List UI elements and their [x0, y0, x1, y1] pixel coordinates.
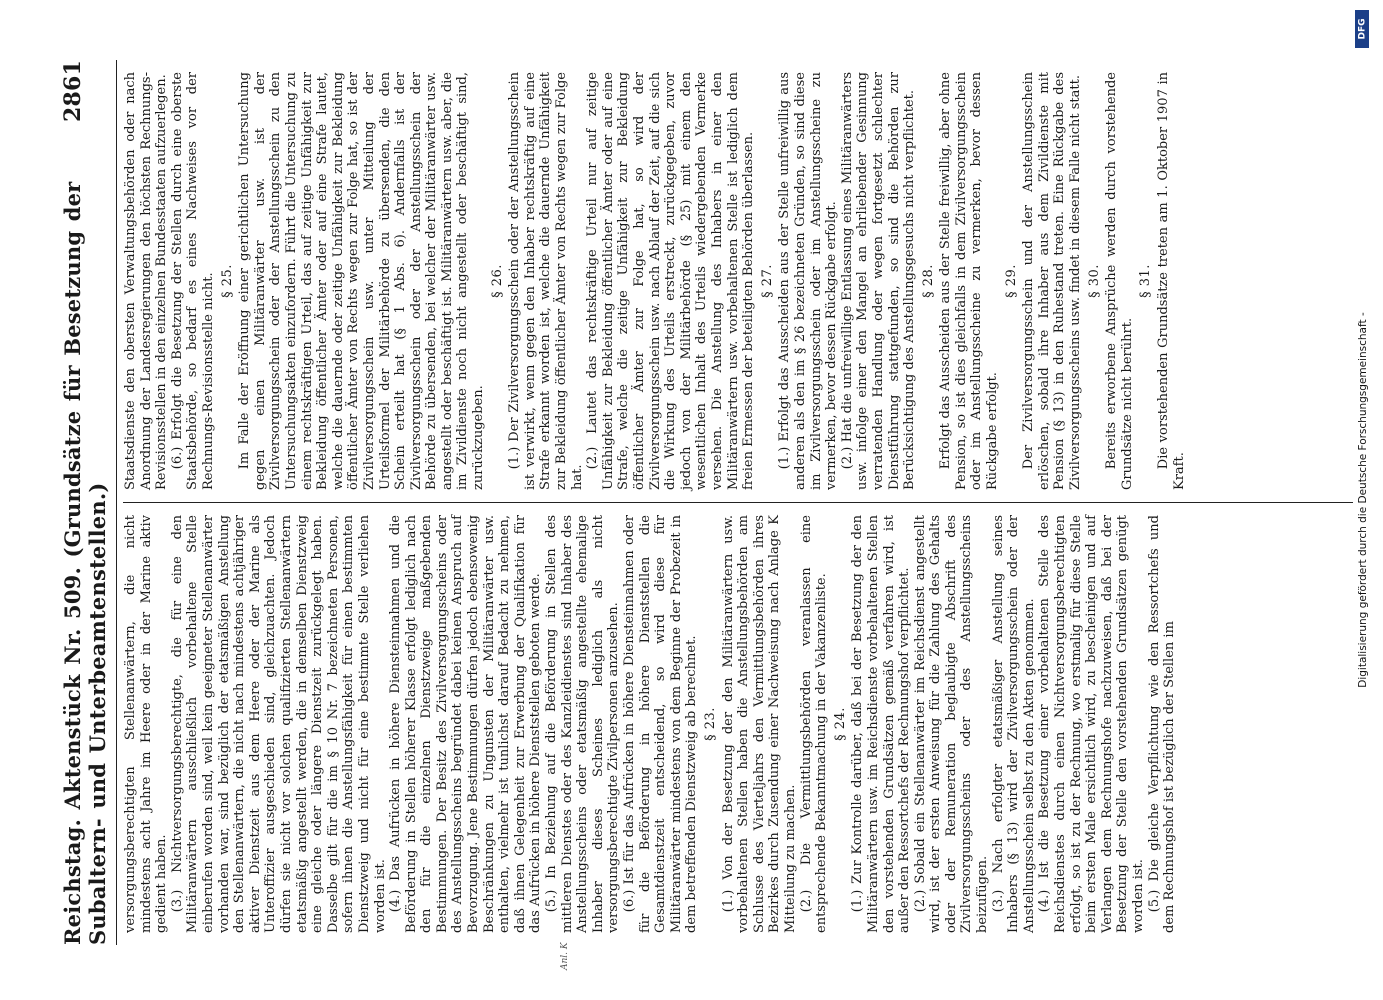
- paragraph: (1.) Erfolgt das Ausscheiden aus der Stelle unfreiwillig aus anderen als den im § 26 bezeichneten Gründen, so sind diese im Zivilversorgungsschein oder im Anstellungsscheine zu vermerken, bevor dessen Rückgabe erfolgt.: [777, 72, 840, 490]
- paragraph: (2.) Sobald ein Stellenanwärter im Reichsdienst angestellt wird, ist der ersten Anweisung für die Zahlung des Gehalts oder der Remuneration beglaubigte Abschrift des Zivilversorgungsscheins oder des Anstellungsscheins beizufügen.: [912, 515, 991, 933]
- text-column-right: [123, 60, 1353, 503]
- page-number: 2861: [60, 60, 86, 123]
- text-column-left: [123, 503, 1353, 945]
- margin-annotation: Anl. K: [560, 942, 570, 970]
- paragraph: (6.) Ist für das Aufrücken in höhere Diensteinnahmen oder für die Beförderung in höhere Dienststellen die Gesamtdienstzeit entscheidend, so wird diese für Militäranwärter mindestens von dem Beginne der Probezeit in dem betreffenden Dienstzweig ab berechnet.: [622, 515, 700, 933]
- section-heading: § 27.: [759, 264, 775, 298]
- paragraph: (1.) Zur Kontrolle darüber, daß bei der Besetzung der den Militäranwärtern usw. im Reichsdienste vorbehaltenen Stellen den vorstehenden Grundsätzen gemäß verfahren wird, ist außer den Ressortchefs der Rechnungshof verpflichtet.: [850, 515, 913, 933]
- paragraph: (4.) Das Aufrücken in höhere Diensteinnahmen und die Beförderung in Stellen höherer Klasse erfolgt lediglich nach den für die einzelnen Dienstzweige maßgebenden Bestimmungen. Der Besitz des Zivilversorgungsscheins oder des Anstellungsscheins begründet dabei keinen Anspruch auf Bevorzugung. Jene Bestimmungen dürfen jedoch ebensowenig Beschränkungen zu Ungunsten der Militäranwärter usw. enthalten, vielmehr ist tunlichst darauf Bedacht zu nehmen, daß ihnen Gelegenheit zur Erwerbung der Qualifikation für das Aufrücken in höhere Dienststellen geboten werde.: [388, 515, 544, 933]
- paragraph: (5.) In Beziehung auf die Beförderung in Stellen des mittleren Dienstes oder des Kanzleidienstes sind Inhaber des Anstellungsscheins oder etatsmäßig angestellte ehemalige Inhaber dieses Scheines lediglich als nicht versorgungsberechtigte Zivilpersonen anzusehen.: [544, 515, 622, 933]
- digitization-credit-text: Digitalisierung gefördert durch die Deutsche Forschungsgemeinschaft -: [1357, 312, 1369, 688]
- paragraph: versorgungsberechtigten Stellenanwärtern, die nicht mindestens acht Jahre im Heere oder in der Marine aktiv gedient haben.: [123, 515, 170, 933]
- digitization-credit: [1353, 10, 1373, 990]
- section-heading: § 31.: [1138, 264, 1154, 298]
- paragraph: Die vorstehenden Grundsätze treten am 1. Oktober 1907 in Kraft.: [1156, 72, 1187, 490]
- section-heading: § 30.: [1086, 264, 1102, 298]
- section-heading: § 28.: [920, 264, 936, 298]
- paragraph: (4.) Ist die Besetzung einer vorbehaltenen Stelle des Reichsdienstes durch einen Nichtversorgungsberechtigten erfolgt, so ist zu der Rechnung, wo erstmalig für diese Stelle beim ersten Male ersichtlich wird, zu bescheinigen und auf Verlangen dem Rechnungshofe nachzuweisen, daß bei der Besetzung der Stelle den vorstehenden Grundsätzen genügt worden ist.: [1037, 515, 1146, 933]
- paragraph: (2.) Lautet das rechtskräftige Urteil nur auf zeitige Unfähigkeit zur Bekleidung öffentlicher Ämter oder auf eine Strafe, welche die zeitige Unfähigkeit zur Bekleidung öffentlicher Ämter zur Folge hat, so wird der Zivilversorgungsschein usw. nach Ablauf der Zeit, auf die sich die Wirkung des Urteils erstreckt, zurückgegeben, zuvor jedoch von der Militärbehörde (§ 25) mit einem den wesentlichen Inhalt des Urteils wiedergebenden Vermerke versehen. Die Anstellung des Inhabers in einer den Militäranwärtern usw. vorbehaltenen Stelle ist lediglich dem freien Ermessen der beteiligten Behörden überlassen.: [585, 72, 757, 490]
- text-columns: [123, 60, 1353, 945]
- section-heading: § 29.: [1003, 264, 1019, 298]
- section-heading: § 23.: [702, 707, 718, 741]
- paragraph: Im Falle der Eröffnung einer gerichtlichen Untersuchung gegen einen Militäranwärter usw. ist der Zivilversorgungsschein oder der Anstellungsschein zu den Untersuchungsakten einzufordern. Führt die Untersuchung zu einem rechtskräftigen Urteil, das auf zeitige Unfähigkeit zur Bekleidung öffentlicher Ämter oder auf eine Strafe lautet, welche die dauernde oder zeitige Unfähigkeit zur Bekleidung öffentlicher Ämter von Rechts wegen zur Folge hat, so ist der Zivilversorgungsschein usw. unter Mitteilung der Urteilsformel der Militärbehörde zu übersenden, die den Schein erteilt hat (§ 1 Abs. 6). Andernfalls ist der Zivilversorgungsschein oder der Anstellungsschein der Behörde zu übersenden, bei welcher der Militäranwärter usw. angestellt oder beschäftigt ist. Militäranwärtern usw. aber, die im Zivildienste noch nicht angestellt oder beschäftigt sind, zurückzugeben.: [237, 72, 487, 490]
- section-heading: § 25.: [219, 264, 235, 298]
- page-header: [60, 60, 117, 945]
- paragraph: (1.) Der Zivilversorgungsschein oder der Anstellungsschein ist verwirkt, wenn gegen den Inhaber rechtskräftig auf eine Strafe erkannt worden ist, welche die dauernde Unfähigkeit zur Bekleidung öffentlicher Ämter von Rechts wegen zur Folge hat.: [507, 72, 585, 490]
- document-title: Reichstag. Aktenstück Nr. 509. (Grundsätze für Besetzung der Subaltern- und Unterbeamtenstellen.): [60, 181, 110, 945]
- paragraph: (3.) Nichtversorgungsberechtigte, die für eine den Militäranwärtern ausschließlich vorbehaltene Stelle einberufen worden sind, weil kein geeigneter Stellenanwärter vorhanden war, sind bezüglich der etatsmäßigen Anstellung den Stellenanwärtern, die nicht nach mindestens achtjähriger aktiver Dienstzeit aus dem Heere oder der Marine als Unteroffizier ausgeschieden sind, gleichzuachten. Jedoch dürfen sie nicht vor solchen qualifizierten Stellenanwärtern etatsmäßig angestellt werden, die in demselben Dienstzweig eine gleiche oder längere Dienstzeit zurückgelegt haben. Dasselbe gilt für die im § 10 Nr. 7 bezeichneten Personen, sofern ihnen die Anstellungsfähigkeit für einen bestimmten Dienstzweig und nicht für eine bestimmte Stelle verliehen worden ist.: [169, 515, 388, 933]
- paragraph: (2.) Die Vermittlungsbehörden veranlassen eine entsprechende Bekanntmachung in der Vakanzenliste.: [798, 515, 830, 933]
- dfg-logo-text: DFG: [1357, 18, 1368, 40]
- paragraph: Bereits erworbene Ansprüche werden durch vorstehende Grundsätze nicht berührt.: [1104, 72, 1135, 490]
- paragraph: Der Zivilversorgungsschein und der Anstellungsschein erlöschen, sobald ihre Inhaber aus dem Zivildienste mit Pension (§ 13) in den Ruhestand treten. Eine Rückgabe des Zivilversorgungsscheins usw. findet in diesem Falle nicht statt.: [1021, 72, 1084, 490]
- section-heading: § 24.: [832, 707, 848, 741]
- paragraph: Staatsdienste den obersten Verwaltungsbehörden oder nach Anordnung der Landesregierungen den höchsten Rechnungs-Revisionsstellen in den einzelnen Bundesstaaten aufzuerlegen.: [123, 72, 170, 490]
- dfg-logo-icon: [1355, 10, 1369, 48]
- paragraph: (2.) Hat die unfreiwillige Entlassung eines Militäranwärters usw. infolge einer den Mangel an ehrliebender Gesinnung verratenden Handlung oder wegen fortgesetzt schlechter Dienstführung stattgefunden, so sind die Behörden zur Berücksichtigung des Anstellungsgesuchs nicht verpflichtet.: [839, 72, 918, 490]
- paragraph: Erfolgt das Ausscheiden aus der Stelle freiwillig, aber ohne Pension, so ist dies gleichfalls in dem Zivilversorgungsschein oder im Anstellungsscheine zu vermerken, bevor dessen Rückgabe erfolgt.: [938, 72, 1001, 490]
- paragraph: (1.) Von der Besetzung der den Militäranwärtern usw. vorbehaltenen Stellen haben die Anstellungsbehörden am Schlusse des Vierteljahrs den Vermittlungsbehörden ihres Bezirkes durch Zusendung einer Nachweisung nach Anlage K Mitteilung zu machen.: [720, 515, 798, 933]
- paragraph: (6.) Erfolgt die Besetzung der Stellen durch eine oberste Staatsbehörde, so bedarf es eines Nachweises vor der Rechnungs-Revisionsstelle nicht.: [169, 72, 216, 490]
- section-heading: § 26.: [489, 264, 505, 298]
- paragraph: (3.) Nach erfolgter etatsmäßiger Anstellung seines Inhabers (§ 13) wird der Zivilversorgungsschein oder der Anstellungsschein selbst zu den Akten genommen.: [990, 515, 1037, 933]
- paragraph: (5.) Die gleiche Verpflichtung wie den Ressortchefs und dem Rechnungshof ist bezüglich der Stellen im: [1146, 515, 1178, 933]
